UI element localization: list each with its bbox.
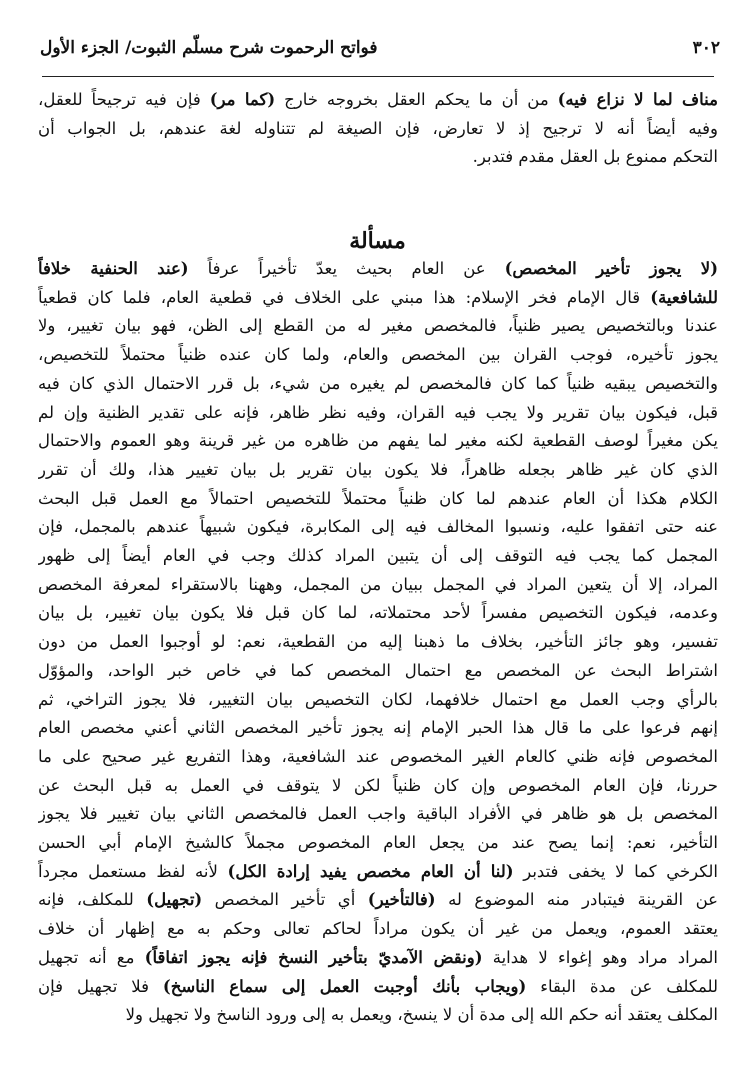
text-line <box>38 399 718 428</box>
text-line <box>38 886 718 915</box>
commentary-text: المكلف يعتقد أنه حكم الله إلى مدة أن لا ينسخ، ويعمل به إلى ورود الناسخ ولا تجهيل ولا <box>125 1005 718 1025</box>
commentary-text: بالرأي وجب العمل مع احتمال خلافهما، لكان التخصيص بيان التغيير، فلا يجوز التراخي، ثم <box>38 689 718 709</box>
bold-matn-text: (عند الحنفية خلافاً <box>38 259 189 278</box>
text-line <box>38 743 718 772</box>
commentary-text: وفيه أيضاً أنه لا ترجيح إذ لا تعارض، فإن الصيغة لم تتناوله لغة عندهم، بل الجواب أن <box>38 118 718 138</box>
text-line <box>38 858 718 887</box>
commentary-text: وعدمه، فيكون التخصيص مفسراً لأحد محتملاته، لما كان قبل فلا يكون بيان تغيير، بل بيان <box>38 603 718 623</box>
commentary-text: يجوز تأخيره، فوجب القران بين المخصص والعام، ولما كان عنده ظنياً محتملاً للتخصيص، <box>38 345 718 365</box>
bold-matn-text: (لنا أن العام مخصص يفيد إرادة الكل) <box>227 861 514 881</box>
bold-matn-text: (كما مر) <box>209 90 276 109</box>
commentary-text: قال الإمام فخر الإسلام: هذا مبني على الخلاف في قطعية العام، فلما كان قطعياً <box>38 287 651 307</box>
commentary-text: من أن ما يحكم العقل بخروجه خارج <box>275 90 558 109</box>
bold-matn-text: مناف لما لا نزاع فيه) <box>557 90 718 109</box>
commentary-text: عندنا وبالتخصيص يصير ظنياً، فالمخصص مغير له من القطع إلى الظن، فهو بيان تغيير، ولا <box>38 316 718 336</box>
text-line <box>38 427 718 456</box>
text-line <box>38 714 718 743</box>
text-line <box>38 772 718 801</box>
commentary-text: تفسير، وهو جائز التأخير، بخلاف ما ذهبنا إليه من القطعية، نعم: لو أوجبوا العمل من دون <box>38 632 718 652</box>
text-line <box>38 628 718 657</box>
page-header <box>40 28 720 68</box>
paragraph-continuation <box>38 86 718 172</box>
bold-matn-text: (فالتأخير) <box>367 890 436 910</box>
commentary-text: حررنا، فإن العام المخصوص وإن كان ظنياً لكن لا يتوقف في العمل به قبل البحث عن <box>38 775 718 795</box>
text-line <box>38 255 718 284</box>
header-divider <box>42 76 714 77</box>
commentary-text: الكلام هكذا أن العام عندهم لما كان ظنياً محتملاً للتخصيص احتمالاً مع العمل قبل البحث <box>38 488 718 508</box>
commentary-text: اشتراط البحث عن المخصص مع احتمال المخصص كما في خاص خبر الواحد، والمؤوّل <box>38 660 718 680</box>
commentary-text: الكرخي كما لا يخفى فتدبر <box>513 861 718 881</box>
text-line <box>38 312 718 341</box>
text-line <box>38 341 718 370</box>
bold-matn-text: للشافعية) <box>650 287 718 307</box>
text-line <box>38 115 718 144</box>
commentary-text: عن القرينة فيتبادر منه الموضوع له <box>435 890 718 910</box>
commentary-text: يكن مغيراً لوصف القطعية لكنه مغير لما يفهم من ظاهره من غير قرينة وهو العموم والاحتمال <box>38 431 718 451</box>
page-number: ٣٠٢ <box>692 38 720 58</box>
text-line <box>38 456 718 485</box>
text-line <box>38 829 718 858</box>
bold-matn-text: (ونقض الآمديّ بتأخير النسخ فإنه يجوز اتفاقاً) <box>144 947 483 967</box>
commentary-text: المجمل كما يجب فيه التوقف إلى أن يتبين المراد كذلك وجب في العام أيضاً إلى ظهور <box>38 546 718 566</box>
commentary-text: أي تأخير المخصص <box>202 890 368 910</box>
text-line <box>38 143 718 172</box>
commentary-text: للمكلف عن مدة البقاء <box>526 976 718 996</box>
text-line <box>38 284 718 313</box>
text-line <box>38 571 718 600</box>
text-line <box>38 513 718 542</box>
text-line <box>38 944 718 973</box>
text-line <box>38 485 718 514</box>
commentary-text: عنه حتى اتفقوا عليه، ونسبوا المخالف فيه إلى المكابرة، فيكون شبيهاً عندهم بالمجمل، فإن <box>38 517 718 537</box>
bold-matn-text: (ويجاب بأنك أوجبت العمل إلى سماع الناسخ) <box>162 976 527 996</box>
text-line <box>38 686 718 715</box>
text-line <box>38 915 718 944</box>
running-title: فواتح الرحموت شرح مسلّم الثبوت/ الجزء الأول <box>40 38 378 58</box>
text-line <box>38 86 718 115</box>
commentary-text: التحكم ممنوع بل العقل مقدم فتدبر. <box>472 147 718 167</box>
commentary-text: فلا تجهيل فإن <box>38 976 163 996</box>
commentary-text: عن العام بحيث يعدّ تأخيراً عرفاً <box>188 259 505 278</box>
bold-matn-text: (تجهيل) <box>146 890 203 910</box>
commentary-text: لأنه لفظ مستعمل مجرداً <box>38 861 228 881</box>
commentary-text: الذي كان غير ظاهر بجعله ظاهراً، فلا يكون بيان تقرير بل بيان تغيير هذا، ولك أن تقرر <box>38 459 718 479</box>
text-line <box>38 657 718 686</box>
section-heading: مسألة <box>349 228 406 254</box>
text-line <box>38 542 718 571</box>
commentary-text: المراد، إلا أن يتعين المراد في المجمل ببيان من المجمل، وههنا بالاستقراء لمعرفة المخصص <box>38 574 718 594</box>
commentary-text: المخصص بل هو ظاهر في الأفراد الباقية واجب العمل فالمخصص الثاني بيان تغيير فلا يجوز <box>38 804 718 824</box>
text-line <box>38 599 718 628</box>
paragraph-masala <box>38 255 718 1030</box>
commentary-text: فإن فيه ترجيحاً للعقل، <box>38 90 210 109</box>
commentary-text: إنهم فرعوا على ما قال هذا الحبر الإمام إنه يجوز تأخير المخصص الثاني أعني مخصص العام <box>38 718 718 738</box>
commentary-text: والتخصيص يبقيه ظنياً كما كان فالمخصص لم يغيره من شيء، بل قرر الاحتمال الذي كان فيه <box>38 373 718 393</box>
text-line <box>38 1001 718 1030</box>
commentary-text: المراد مراد وهو إغواء لا هداية <box>482 947 718 967</box>
text-line <box>38 370 718 399</box>
bold-matn-text: (لا يجوز تأخير المخصص) <box>504 259 718 278</box>
commentary-text: التأخير، نعم: إنما يصح عند من يجعل العام المخصوص مجملاً كالشيخ الإمام أبي الحسن <box>38 833 718 853</box>
commentary-text: المخصوص فإنه ظني كالعام الغير المخصوص عند الشافعية، وهذا التفريع غير صحيح على ما <box>38 746 718 766</box>
commentary-text: للمكلف، فإنه <box>38 890 147 910</box>
commentary-text: يعتقد العموم، ويعمل من غير أن يكون مراداً لحاكم تعالى وحكم به مع إظهار أن خلاف <box>38 919 718 939</box>
text-line <box>38 800 718 829</box>
commentary-text: قبل، فيكون بيان تقرير ولا يجب فيه القران، وفيه نظر ظاهر، فإنه على تقدير الظنية وإن لم <box>38 402 718 422</box>
commentary-text: مع أنه تجهيل <box>38 947 145 967</box>
text-line <box>38 973 718 1002</box>
